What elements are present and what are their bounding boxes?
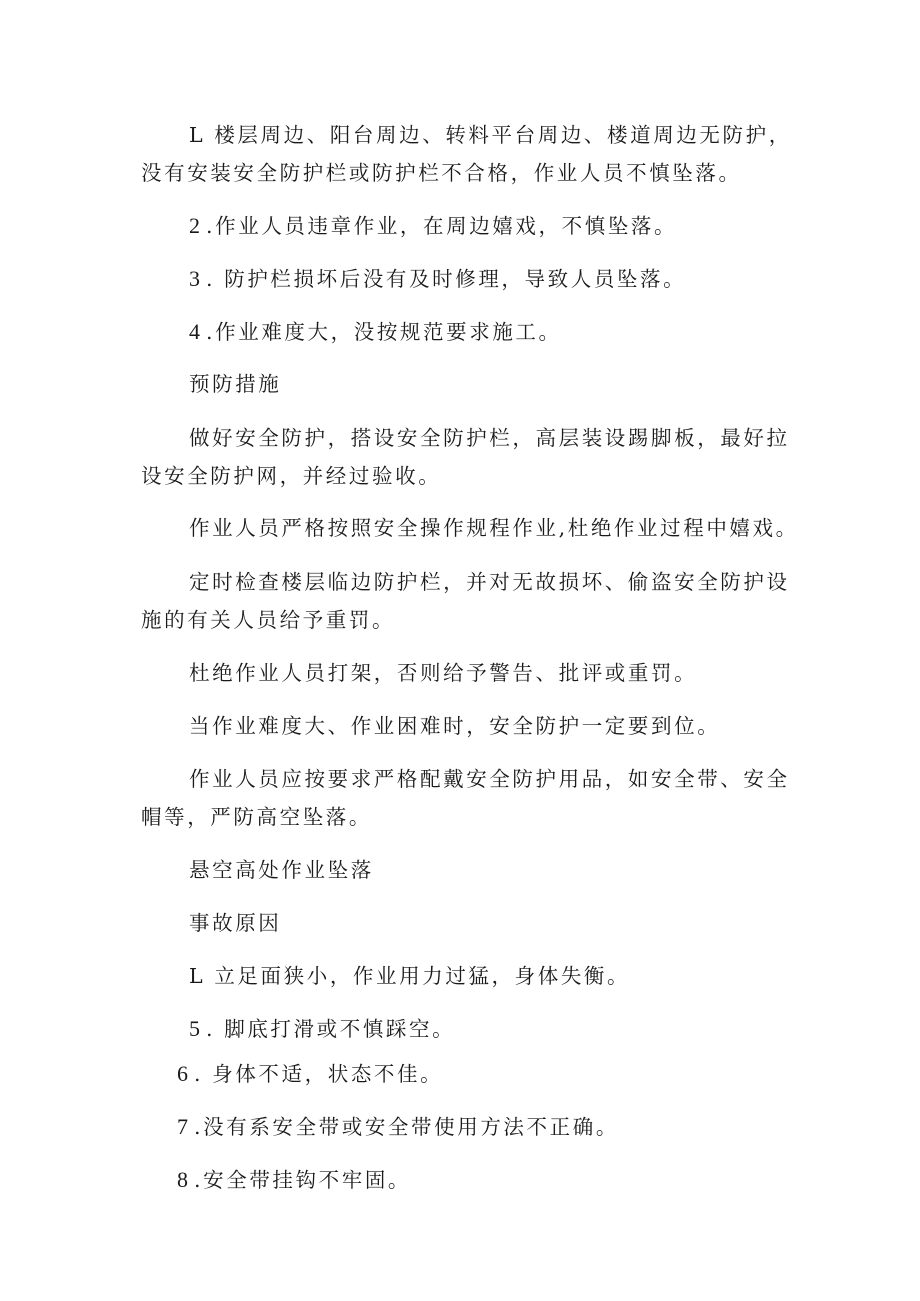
list-number: 6: [177, 1061, 188, 1086]
text-line: 没有安装安全防护栏或防护栏不合格，作业人员不慎坠落。: [141, 161, 742, 185]
paragraph-s-cause-8: [141, 1161, 827, 1199]
paragraph-cause-1: [141, 116, 791, 192]
section-subheading: 事故原因: [189, 911, 282, 935]
list-text: . 身体不适，状态不佳。: [194, 1062, 444, 1086]
paragraph-s-cause-5: [141, 1010, 839, 1048]
paragraph-cause-3: [141, 260, 839, 298]
paragraph-measure-1: [141, 419, 791, 495]
text-line: 帽等，严防高空坠落。: [141, 805, 372, 829]
text-line: 设安全防护网，并经过验收。: [141, 464, 442, 488]
list-number: 5: [189, 1016, 200, 1041]
paragraph-measure-6: [141, 760, 791, 836]
text-line: 施的有关人员给予重罚。: [141, 608, 396, 632]
list-text: .安全带挂钩不牢固。: [194, 1168, 412, 1192]
list-number: 2: [189, 213, 200, 238]
list-number: 7: [177, 1114, 188, 1139]
list-text: . 脚底打滑或不慎踩空。: [206, 1017, 456, 1041]
section-heading: 预防措施: [189, 372, 282, 396]
list-text: .作业人员违章作业，在周边嬉戏，不慎坠落。: [206, 214, 678, 238]
paragraph-s-cause-1: L 立足面狭小，作业用力过猛，身体失衡。: [189, 964, 631, 988]
list-text: .作业难度大，没按规范要求施工。: [206, 320, 562, 344]
paragraph-measure-4: 杜绝作业人员打架，否则给予警告、批评或重罚。: [189, 661, 698, 685]
paragraph-measure-3: [141, 563, 791, 639]
text-line: 做好安全防护，搭设安全防护栏，高层装设踢脚板，最好拉: [189, 426, 790, 450]
paragraph-cause-2: [141, 207, 839, 245]
list-text: .没有系安全带或安全带使用方法不正确。: [194, 1115, 619, 1139]
text-line: L 楼层周边、阳台周边、转料平台周边、楼道周边无防护，: [189, 123, 792, 147]
paragraph-s-cause-6: [141, 1055, 827, 1093]
paragraph-measure-2: 作业人员严格按照安全操作规程作业,杜绝作业过程中嬉戏。: [189, 516, 799, 540]
section-heading: 悬空高处作业坠落: [189, 858, 374, 882]
text-line: 作业人员应按要求严格配戴安全防护用品，如安全带、安全: [189, 767, 790, 791]
list-text: . 防护栏损坏后没有及时修理，导致人员坠落。: [206, 267, 687, 291]
paragraph-measure-5: 当作业难度大、作业困难时，安全防护一定要到位。: [189, 714, 721, 738]
paragraph-s-cause-7: [141, 1108, 827, 1146]
paragraph-cause-4: [141, 313, 839, 351]
list-number: 3: [189, 266, 200, 291]
list-number: 8: [177, 1167, 188, 1192]
text-line: 定时检查楼层临边防护栏，并对无故损坏、偷盗安全防护设: [189, 570, 790, 594]
list-number: 4: [189, 319, 200, 344]
